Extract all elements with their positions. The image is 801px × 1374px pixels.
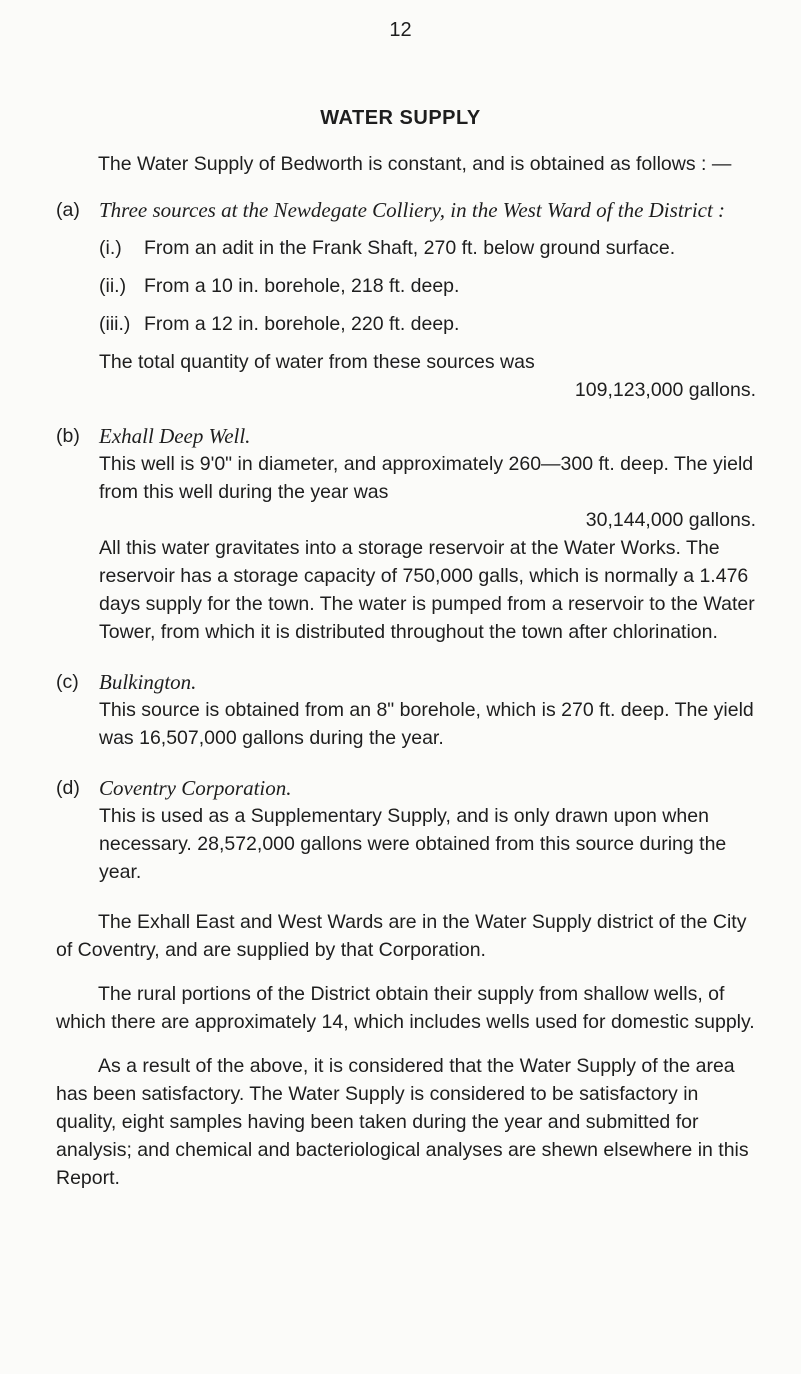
section-d-label: (d) [56,777,80,799]
section-b [56,422,756,646]
section-d-title: Coventry Corporation. [99,776,292,800]
section-c-text: This source is obtained from an 8" borehole, which is 270 ft. deep. The yield was 16,507,000 gallons during the year. [99,699,754,749]
section-a-body [99,234,756,404]
intro-paragraph [56,150,756,178]
section-b-text2: All this water gravitates into a storage reservoir at the Water Works. The reservoir has a storage capacity of 750,000 galls, which is normally a 1.476 days supply for the town. The water is pumped from a reservoir to the Water Tower, from which it is distributed throughout the town after chlorination. [99,537,755,643]
list-item-text: From a 12 in. borehole, 220 ft. deep. [144,313,460,335]
section-c-heading [56,668,756,696]
exhall-text: The Exhall East and West Wards are in the Water Supply district of the City of Coventry, and are supplied by that Corporation. [56,911,747,961]
section-b-title: Exhall Deep Well. [99,424,251,448]
section-a-title: Three sources at the Newdegate Colliery, in the West Ward of the District : [99,198,726,222]
rural-text: The rural portions of the District obtain their supply from shallow wells, of which there are approximately 14, which includes wells used for domestic supply. [56,983,755,1033]
list-item-label: (i.) [99,237,122,259]
section-a-total-value: 109,123,000 gallons. [574,379,756,401]
section-d-body [99,802,756,886]
section-b-label: (b) [56,425,80,447]
section-c-title: Bulkington. [99,670,197,694]
page-title: WATER SUPPLY [320,107,481,129]
list-item [99,272,756,300]
section-b-body [99,450,756,646]
list-item-text: From an adit in the Frank Shaft, 270 ft. below ground surface. [144,237,676,259]
list-item-text: From a 10 in. borehole, 218 ft. deep. [144,275,460,297]
section-c [56,668,756,752]
section-d [56,774,756,886]
list-item-label: (ii.) [99,275,127,297]
section-a-heading [56,196,756,224]
section-b-heading [56,422,756,450]
section-b-yield: 30,144,000 gallons. [585,509,756,531]
list-item [99,310,756,338]
rural-paragraph [56,980,756,1036]
section-b-text1: This well is 9'0" in diameter, and approximately 260—300 ft. deep. The yield from this well during the year was [99,453,754,503]
section-a [56,196,756,404]
section-c-body [99,696,756,752]
section-d-text: This is used as a Supplementary Supply, and is only drawn upon when necessary. 28,572,000 gallons were obtained from this source during the year. [99,805,727,883]
result-paragraph [56,1052,756,1192]
intro-text: The Water Supply of Bedworth is constant, and is obtained as follows : — [98,153,732,175]
result-text: As a result of the above, it is considered that the Water Supply of the area has been satisfactory. The Water Supply is considered to be satisfactory in quality, eight samples having been taken during the year and submitted for analysis; and chemical and bacteriological analyses are shewn elsewhere in this Report. [56,1055,749,1189]
list-item-label: (iii.) [99,313,131,335]
page-number: 12 [389,19,412,41]
section-a-total-text: The total quantity of water from these sources was [99,351,535,373]
section-a-label: (a) [56,199,80,221]
section-c-label: (c) [56,671,79,693]
exhall-paragraph [56,908,756,964]
section-d-heading [56,774,756,802]
list-item [99,234,756,262]
